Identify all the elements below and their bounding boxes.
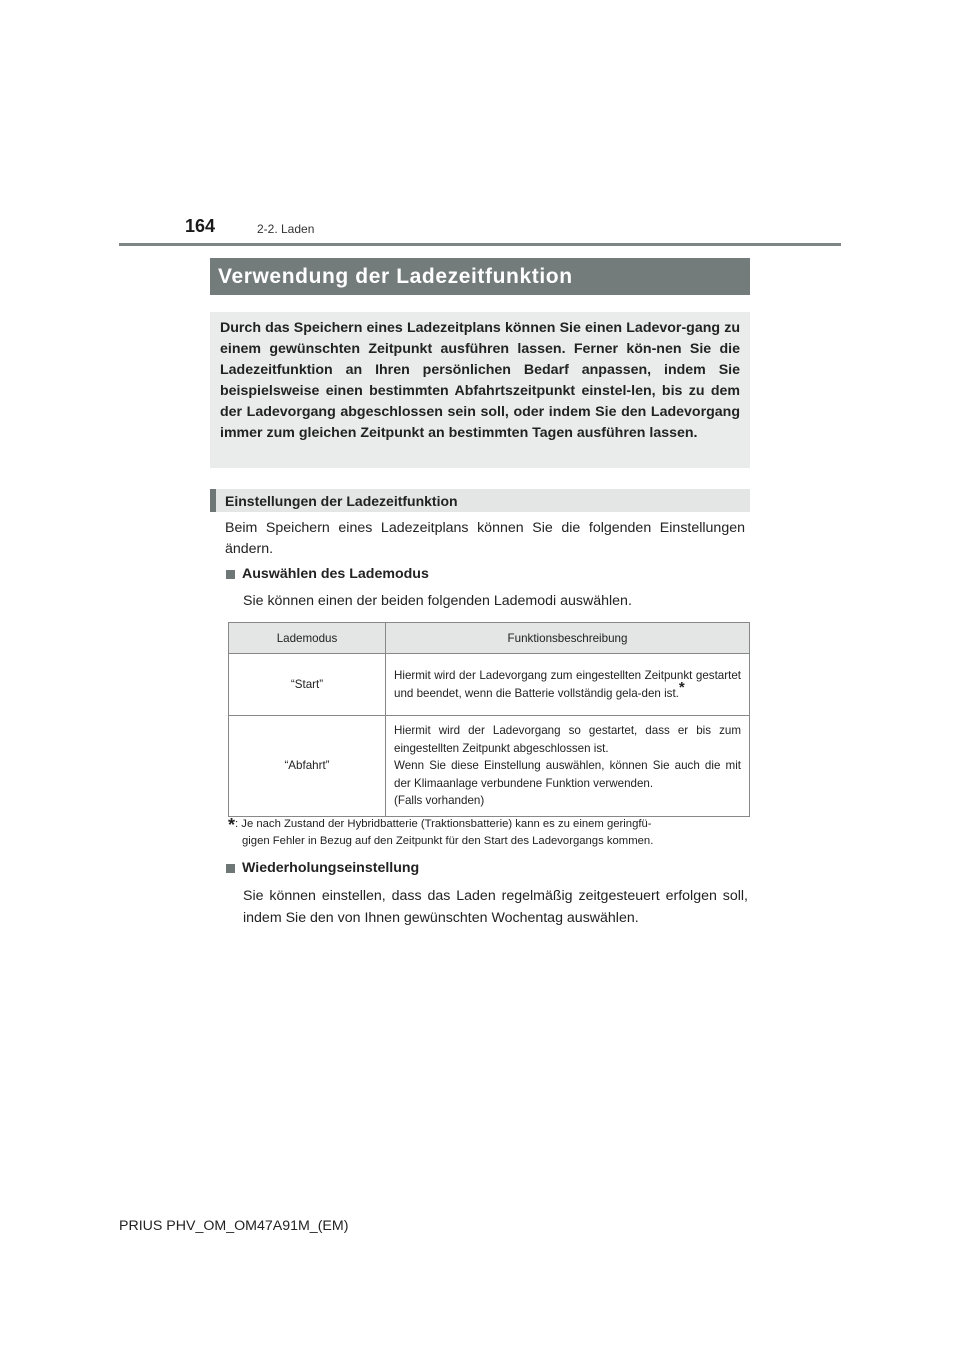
footnote-marker: * bbox=[678, 678, 685, 696]
page-number: 164 bbox=[185, 216, 216, 236]
table-row bbox=[229, 654, 750, 716]
section-reference: 2-2. Laden bbox=[257, 222, 315, 236]
mode-table bbox=[228, 622, 750, 817]
square-bullet-icon bbox=[226, 864, 235, 873]
description-text: Hiermit wird der Ladevorgang zum eingestellten Zeitpunkt gestartet und beendet, wenn die Batterie vollständig gela-den ist. bbox=[394, 669, 741, 700]
footnote-text: : Je nach Zustand der Hybridbatterie (Traktionsbatterie) kann es zu einem geringfü- bbox=[235, 818, 652, 830]
bullet-heading-repeat bbox=[226, 860, 419, 876]
table-header-description: Funktionsbeschreibung bbox=[386, 623, 750, 654]
description-text: Wenn Sie diese Einstellung auswählen, können Sie auch die mit der Klimaanlage verbundene Funktion verwenden. bbox=[394, 759, 741, 790]
description-text: (Falls vorhanden) bbox=[394, 794, 485, 807]
settings-intro-text: Beim Speichern eines Ladezeitplans können Sie die folgenden Einstellungen ändern. bbox=[225, 520, 745, 557]
footnote-text-continued: gigen Fehler in Bezug auf den Zeitpunkt für den Start des Ladevorgangs kommen. bbox=[242, 835, 654, 847]
mode-cell: “Abfahrt” bbox=[229, 716, 386, 817]
bullet-heading-mode-text: Auswählen des Lademodus bbox=[242, 566, 429, 582]
bullet-heading-repeat-text: Wiederholungseinstellung bbox=[242, 860, 420, 876]
intro-box bbox=[210, 312, 750, 468]
bullet-heading-mode bbox=[226, 566, 429, 582]
page-title-bar bbox=[210, 258, 750, 295]
table-row bbox=[229, 716, 750, 817]
description-text: Hiermit wird der Ladevorgang so gestartet, dass er bis zum eingestellten Zeitpunkt abgeschlossen ist. bbox=[394, 724, 741, 755]
sub-heading bbox=[210, 489, 750, 512]
description-cell bbox=[386, 654, 750, 716]
footer-document-code: PRIUS PHV_OM_OM47A91M_(EM) bbox=[119, 1218, 349, 1234]
footnote-marker: * bbox=[228, 815, 236, 835]
mode-cell: “Start” bbox=[229, 654, 386, 716]
footnote bbox=[228, 816, 748, 850]
table-header-row bbox=[229, 623, 750, 654]
mode-intro-text: Sie können einen der beiden folgenden Lademodi auswählen. bbox=[243, 593, 632, 609]
square-bullet-icon bbox=[226, 570, 235, 579]
table-header-mode: Lademodus bbox=[229, 623, 386, 654]
sub-heading-text: Einstellungen der Ladezeitfunktion bbox=[225, 492, 458, 509]
repeat-text: Sie können einstellen, dass das Laden regelmäßig zeitgesteuert erfolgen soll, indem Sie den von Ihnen gewünschten Wochentag auswählen. bbox=[243, 888, 748, 926]
intro-text: Durch das Speichern eines Ladezeitplans können Sie einen Ladevor-gang zu einem gewünschten Zeitpunkt ausführen lassen. Ferner kön-nen Sie die Ladezeitfunktion an Ihren persönlichen Bedarf anpassen, indem Sie beispielsweise einen bestimmten Abfahrtszeitpunkt einstel-len, bis zu dem der Ladevorgang abgeschlossen sein soll, oder indem Sie den Ladevorgang immer zum gleichen Zeitpunkt an bestimmten Tagen ausführen lassen. bbox=[220, 320, 740, 441]
header-rule bbox=[119, 243, 841, 246]
description-cell bbox=[386, 716, 750, 817]
page-title: Verwendung der Ladezeitfunktion bbox=[218, 264, 573, 288]
